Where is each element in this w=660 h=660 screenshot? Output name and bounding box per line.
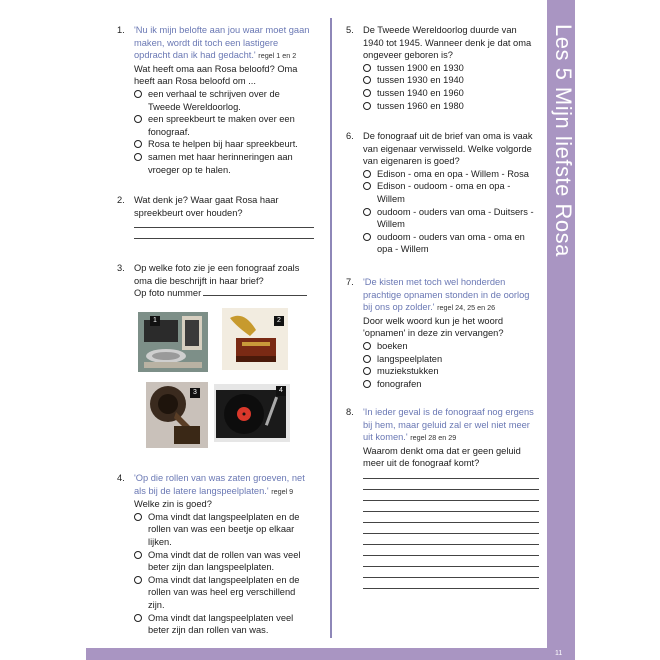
radio-circle-icon[interactable] bbox=[363, 342, 371, 350]
answer-line[interactable] bbox=[363, 588, 539, 589]
radio-circle-icon[interactable] bbox=[134, 90, 142, 98]
answer-blank[interactable] bbox=[203, 287, 307, 296]
question-text: De fonograaf uit de brief van oma is vaak van eigenaar verwisseld. Welke volgorde van eigenaren is goed? bbox=[363, 131, 533, 167]
radio-circle-icon[interactable] bbox=[363, 64, 371, 72]
radio-circle-icon[interactable] bbox=[134, 115, 142, 123]
question-text: Door welk woord kun je het woord 'opnamen' in deze zin vervangen? bbox=[363, 315, 504, 339]
radio-circle-icon[interactable] bbox=[363, 367, 371, 375]
radio-circle-icon[interactable] bbox=[363, 233, 371, 241]
option[interactable]: tussen 1930 en 1940 bbox=[363, 74, 539, 87]
option[interactable]: Rosa te helpen bij haar spreekbeurt. bbox=[134, 138, 314, 151]
line-ref: regel 24, 25 en 26 bbox=[437, 303, 496, 313]
option[interactable]: oudoom - ouders van oma - oma en opa - Willem bbox=[363, 231, 539, 256]
photo-grid bbox=[132, 304, 292, 452]
radio-circle-icon[interactable] bbox=[134, 153, 142, 161]
option[interactable]: een verhaal te schrijven over de Tweede Wereldoorlog. bbox=[134, 88, 314, 113]
option[interactable]: Oma vindt dat langspeelplaten en de rollen van was heel erg verschillend zijn. bbox=[134, 574, 314, 612]
radio-circle-icon[interactable] bbox=[134, 140, 142, 148]
answer-line[interactable] bbox=[363, 533, 539, 534]
radio-circle-icon[interactable] bbox=[363, 89, 371, 97]
photo-4-turntable bbox=[214, 384, 290, 442]
option[interactable]: Oma vindt dat langspeelplaten veel beter zijn dan rollen van was. bbox=[134, 612, 314, 637]
bottom-band bbox=[86, 648, 575, 660]
option[interactable]: tussen 1940 en 1960 bbox=[363, 87, 539, 100]
option[interactable]: langspeelplaten bbox=[363, 353, 539, 366]
quote: 'Nu ik mijn belofte aan jou waar moet gaan maken, wordt dit toch een lastigere opdracht dan ik had gedacht.' bbox=[134, 25, 310, 61]
radio-circle-icon[interactable] bbox=[134, 551, 142, 559]
question-text: Waarom denkt oma dat er geen geluid meer uit de fonograaf komt? bbox=[363, 445, 521, 469]
photo-2-gramophone-box bbox=[222, 308, 288, 370]
radio-circle-icon[interactable] bbox=[134, 614, 142, 622]
column-divider bbox=[330, 18, 332, 638]
answer-line[interactable] bbox=[363, 511, 539, 512]
option[interactable]: Edison - oudoom - oma en opa - Willem bbox=[363, 180, 539, 205]
option[interactable]: muziekstukken bbox=[363, 365, 539, 378]
radio-circle-icon[interactable] bbox=[363, 170, 371, 178]
option[interactable]: oudoom - ouders van oma - Duitsers - Willem bbox=[363, 206, 539, 231]
option[interactable]: fonografen bbox=[363, 378, 539, 391]
quote: 'In ieder geval is de fonograaf nog ergens bij hem, maar geluid zal er wel niet meer uit komen.' bbox=[363, 407, 534, 443]
question-5: 5. De Tweede Wereldoorlog duurde van 1940 tot 1945. Wanneer denk je dat oma ongeveer geboren is? tussen 1900 en 1930 tussen 1930 en 1940 tussen 1940 en 1960 tussen 1960 en 1980 bbox=[363, 24, 539, 112]
answer-label: Op foto nummer bbox=[134, 288, 202, 299]
radio-circle-icon[interactable] bbox=[363, 380, 371, 388]
radio-circle-icon[interactable] bbox=[363, 76, 371, 84]
option[interactable]: Oma vindt dat de rollen van was veel beter zijn dan langspeelplaten. bbox=[134, 549, 314, 574]
answer-line[interactable] bbox=[363, 500, 539, 501]
question-text: De Tweede Wereldoorlog duurde van 1940 tot 1945. Wanneer denk je dat oma ongeveer geboren is? bbox=[363, 25, 532, 61]
answer-line[interactable] bbox=[134, 227, 314, 228]
question-1: 1. 'Nu ik mijn belofte aan jou waar moet gaan maken, wordt dit toch een lastigere opdracht dan ik had gedacht.' regel 1 en 2 Wat heeft oma aan Rosa beloofd? Oma heeft aan Rosa beloofd om ... een verhaal te schrijven over de Tweede Wereldoorlog. een spreekbeurt te maken over een fonograaf. Rosa te helpen bij haar spreekbeurt. samen met haar herinneringen aan vroeger op te halen. bbox=[134, 24, 314, 176]
option[interactable]: samen met haar herinneringen aan vroeger op te halen. bbox=[134, 151, 314, 176]
question-text: Welke zin is goed? bbox=[134, 499, 212, 510]
option[interactable]: boeken bbox=[363, 340, 539, 353]
answer-line[interactable] bbox=[363, 489, 539, 490]
question-text: Wat heeft oma aan Rosa beloofd? Oma heeft aan Rosa beloofd om ... bbox=[134, 63, 298, 87]
question-8: 8. 'In ieder geval is de fonograaf nog ergens bij hem, maar geluid zal er wel niet meer uit komen.' regel 28 en 29 Waarom denkt oma dat er geen geluid meer uit de fonograaf komt? bbox=[363, 406, 539, 589]
answer-line[interactable] bbox=[363, 522, 539, 523]
radio-circle-icon[interactable] bbox=[363, 208, 371, 216]
radio-circle-icon[interactable] bbox=[363, 182, 371, 190]
radio-player-icon bbox=[138, 312, 208, 372]
lesson-title: Les 5 Mijn liefste Rosa bbox=[551, 24, 576, 257]
option[interactable]: een spreekbeurt te maken over een fonograaf. bbox=[134, 113, 314, 138]
photo-label: 3 bbox=[190, 388, 200, 398]
option[interactable]: tussen 1960 en 1980 bbox=[363, 100, 539, 113]
question-text: Op welke foto zie je een fonograaf zoals oma die beschrijft in haar brief? bbox=[134, 263, 300, 286]
radio-circle-icon[interactable] bbox=[134, 513, 142, 521]
photo-1-radio-player bbox=[138, 312, 208, 372]
photo-label: 1 bbox=[150, 316, 160, 326]
option[interactable]: Oma vindt dat langspeelplaten en de rollen van was een beetje op elkaar lijken. bbox=[134, 511, 314, 549]
question-7: 7. 'De kisten met toch wel honderden prachtige opnamen stonden in de oorlog bij ons op zolder.' regel 24, 25 en 26 Door welk woord kun je het woord 'opnamen' in deze zin vervangen? boeken langspeelplaten muziekstukken fonografen bbox=[363, 276, 539, 390]
line-ref: regel 9 bbox=[271, 486, 294, 496]
answer-line[interactable] bbox=[363, 478, 539, 479]
photo-3-horn-gramophone bbox=[146, 382, 208, 448]
option[interactable]: tussen 1900 en 1930 bbox=[363, 62, 539, 75]
question-2: 2. Wat denk je? Waar gaat Rosa haar spreekbeurt over houden? bbox=[134, 194, 314, 239]
line-ref: regel 1 en 2 bbox=[258, 51, 297, 61]
option[interactable]: Edison - oma en opa - Willem - Rosa bbox=[363, 168, 539, 181]
answer-line[interactable] bbox=[363, 555, 539, 556]
question-text: Wat denk je? Waar gaat Rosa haar spreekbeurt over houden? bbox=[134, 195, 279, 218]
page-number: 11 bbox=[555, 650, 563, 657]
radio-circle-icon[interactable] bbox=[134, 576, 142, 584]
question-3: 3. Op welke foto zie je een fonograaf zoals oma die beschrijft in haar brief? Op foto nummer bbox=[134, 262, 314, 300]
photo-label: 2 bbox=[274, 316, 284, 326]
radio-circle-icon[interactable] bbox=[363, 102, 371, 110]
question-6: 6. De fonograaf uit de brief van oma is vaak van eigenaar verwisseld. Welke volgorde van eigenaren is goed? Edison - oma en opa - Willem - Rosa Edison - oudoom - oma en opa - Willem oudoom - ouders van oma - Duitsers - Willem oudoom - ouders van oma - oma en opa - Willem bbox=[363, 130, 539, 256]
line-ref: regel 28 en 29 bbox=[410, 433, 457, 443]
answer-line[interactable] bbox=[134, 238, 314, 239]
answer-line[interactable] bbox=[363, 566, 539, 567]
answer-line[interactable] bbox=[363, 544, 539, 545]
quote: 'Op die rollen van was zaten groeven, net als bij de latere langspeelplaten.' bbox=[134, 473, 305, 496]
radio-circle-icon[interactable] bbox=[363, 355, 371, 363]
question-4: 4. 'Op die rollen van was zaten groeven, net als bij de latere langspeelplaten.' regel 9 Welke zin is goed? Oma vindt dat langspeelplaten en de rollen van was een beetje op elkaar lijken. Oma vindt dat de rollen van was veel beter zijn dan langspeelplaten. Oma vindt dat langspeelplaten en de rollen van was heel erg verschillend zijn. Oma vindt dat langspeelplaten veel beter zijn dan rollen van was. bbox=[134, 472, 314, 637]
answer-line[interactable] bbox=[363, 577, 539, 578]
photo-label: 4 bbox=[276, 386, 286, 396]
quote: 'De kisten met toch wel honderden prachtige opnamen stonden in de oorlog bij ons op zolder.' bbox=[363, 277, 530, 313]
